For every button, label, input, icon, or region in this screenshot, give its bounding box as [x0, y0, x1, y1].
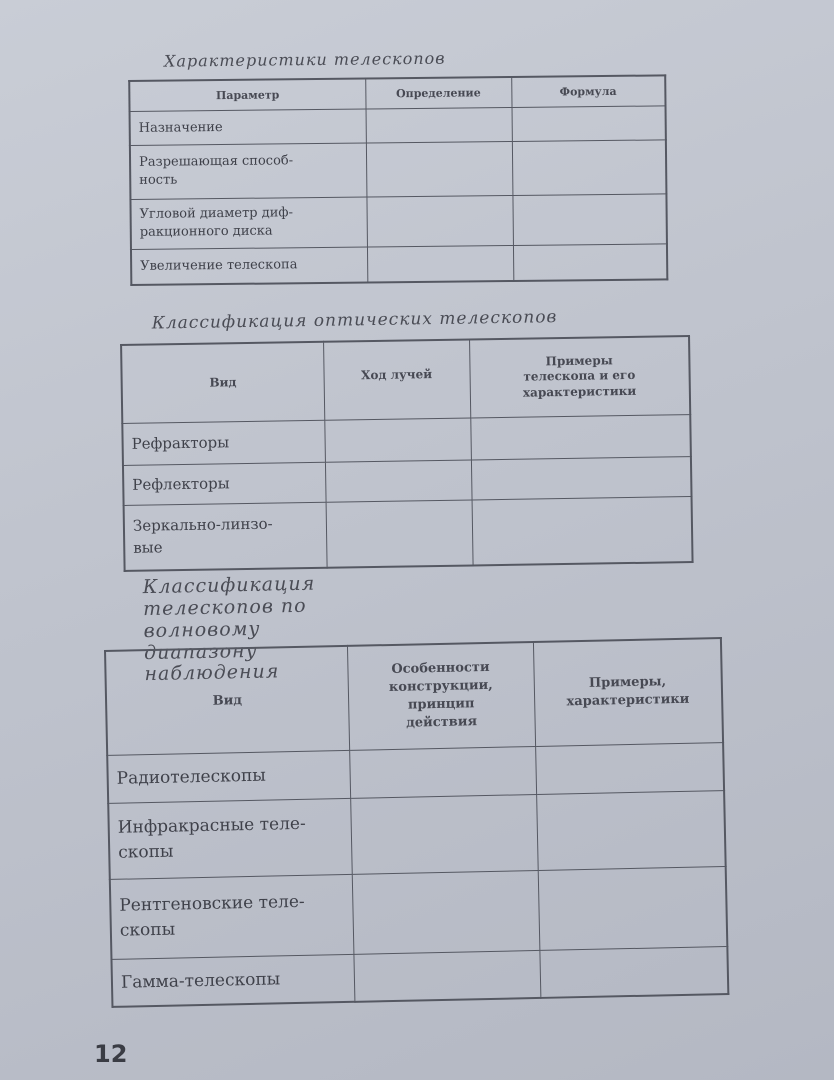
header-cell: Примеры, характеристики	[533, 638, 723, 746]
empty-cell[interactable]	[349, 746, 536, 798]
table-header-row	[121, 336, 690, 423]
header-cell: Определение	[365, 77, 511, 109]
empty-cell[interactable]	[366, 107, 512, 143]
header-cell: Формула	[511, 75, 665, 107]
empty-cell[interactable]	[512, 105, 666, 141]
empty-cell[interactable]	[470, 414, 691, 459]
table-title: Классификация оптических телескопов	[151, 307, 558, 334]
table-row	[110, 866, 728, 959]
table-row	[124, 496, 693, 571]
row-label: Рефракторы	[122, 420, 325, 465]
table-row	[130, 139, 667, 199]
table-row	[130, 193, 666, 249]
row-label: Зеркально-линзо- вые	[124, 502, 327, 571]
row-label: Инфракрасные теле- скопы	[108, 798, 352, 879]
header-cell: Вид	[121, 342, 324, 423]
row-label: Рентгеновские теле- скопы	[110, 874, 354, 959]
row-label: Гамма-телескопы	[111, 954, 354, 1007]
empty-cell[interactable]	[367, 245, 513, 283]
telescope-characteristics-table	[128, 74, 668, 286]
row-label: Назначение	[130, 109, 366, 145]
empty-cell[interactable]	[471, 456, 692, 499]
row-label: Рефлекторы	[123, 462, 326, 505]
empty-cell[interactable]	[350, 794, 538, 874]
row-label: Угловой диаметр диф- ракционного диска	[130, 197, 367, 249]
header-cell: Ход лучей	[323, 340, 470, 420]
empty-cell[interactable]	[472, 496, 693, 565]
empty-cell[interactable]	[366, 195, 513, 247]
empty-cell[interactable]	[536, 790, 726, 870]
empty-cell[interactable]	[366, 141, 513, 197]
header-cell: Параметр	[129, 79, 365, 111]
row-label: Разрешающая способ- ность	[130, 143, 367, 199]
table-header-row	[105, 638, 723, 755]
empty-cell[interactable]	[353, 950, 540, 1002]
table-title: Классификация телескопов по волновому диапазону наблюдения	[142, 572, 316, 686]
empty-cell[interactable]	[539, 946, 728, 998]
table-row	[130, 105, 666, 145]
empty-cell[interactable]	[538, 866, 728, 950]
table-row	[108, 790, 725, 879]
empty-cell[interactable]	[324, 418, 471, 462]
optical-classification-table	[120, 335, 694, 572]
row-label: Радиотелескопы	[107, 750, 350, 803]
header-cell: Вид	[105, 646, 349, 755]
empty-cell[interactable]	[535, 742, 724, 794]
empty-cell[interactable]	[325, 460, 472, 502]
table-row	[131, 243, 667, 285]
empty-cell[interactable]	[512, 139, 667, 195]
row-label: Увеличение телескопа	[131, 247, 367, 285]
header-cell: Примеры телескопа и его характеристики	[469, 336, 690, 417]
header-cell: Особенности конструкции, принцип действия	[347, 642, 535, 750]
wavelength-classification-table	[104, 637, 729, 1008]
empty-cell[interactable]	[512, 193, 667, 245]
empty-cell[interactable]	[513, 243, 667, 281]
empty-cell[interactable]	[352, 870, 540, 954]
empty-cell[interactable]	[326, 499, 473, 567]
table-title: Характеристики телескопов	[163, 48, 446, 71]
page-number: 12	[94, 1040, 128, 1068]
